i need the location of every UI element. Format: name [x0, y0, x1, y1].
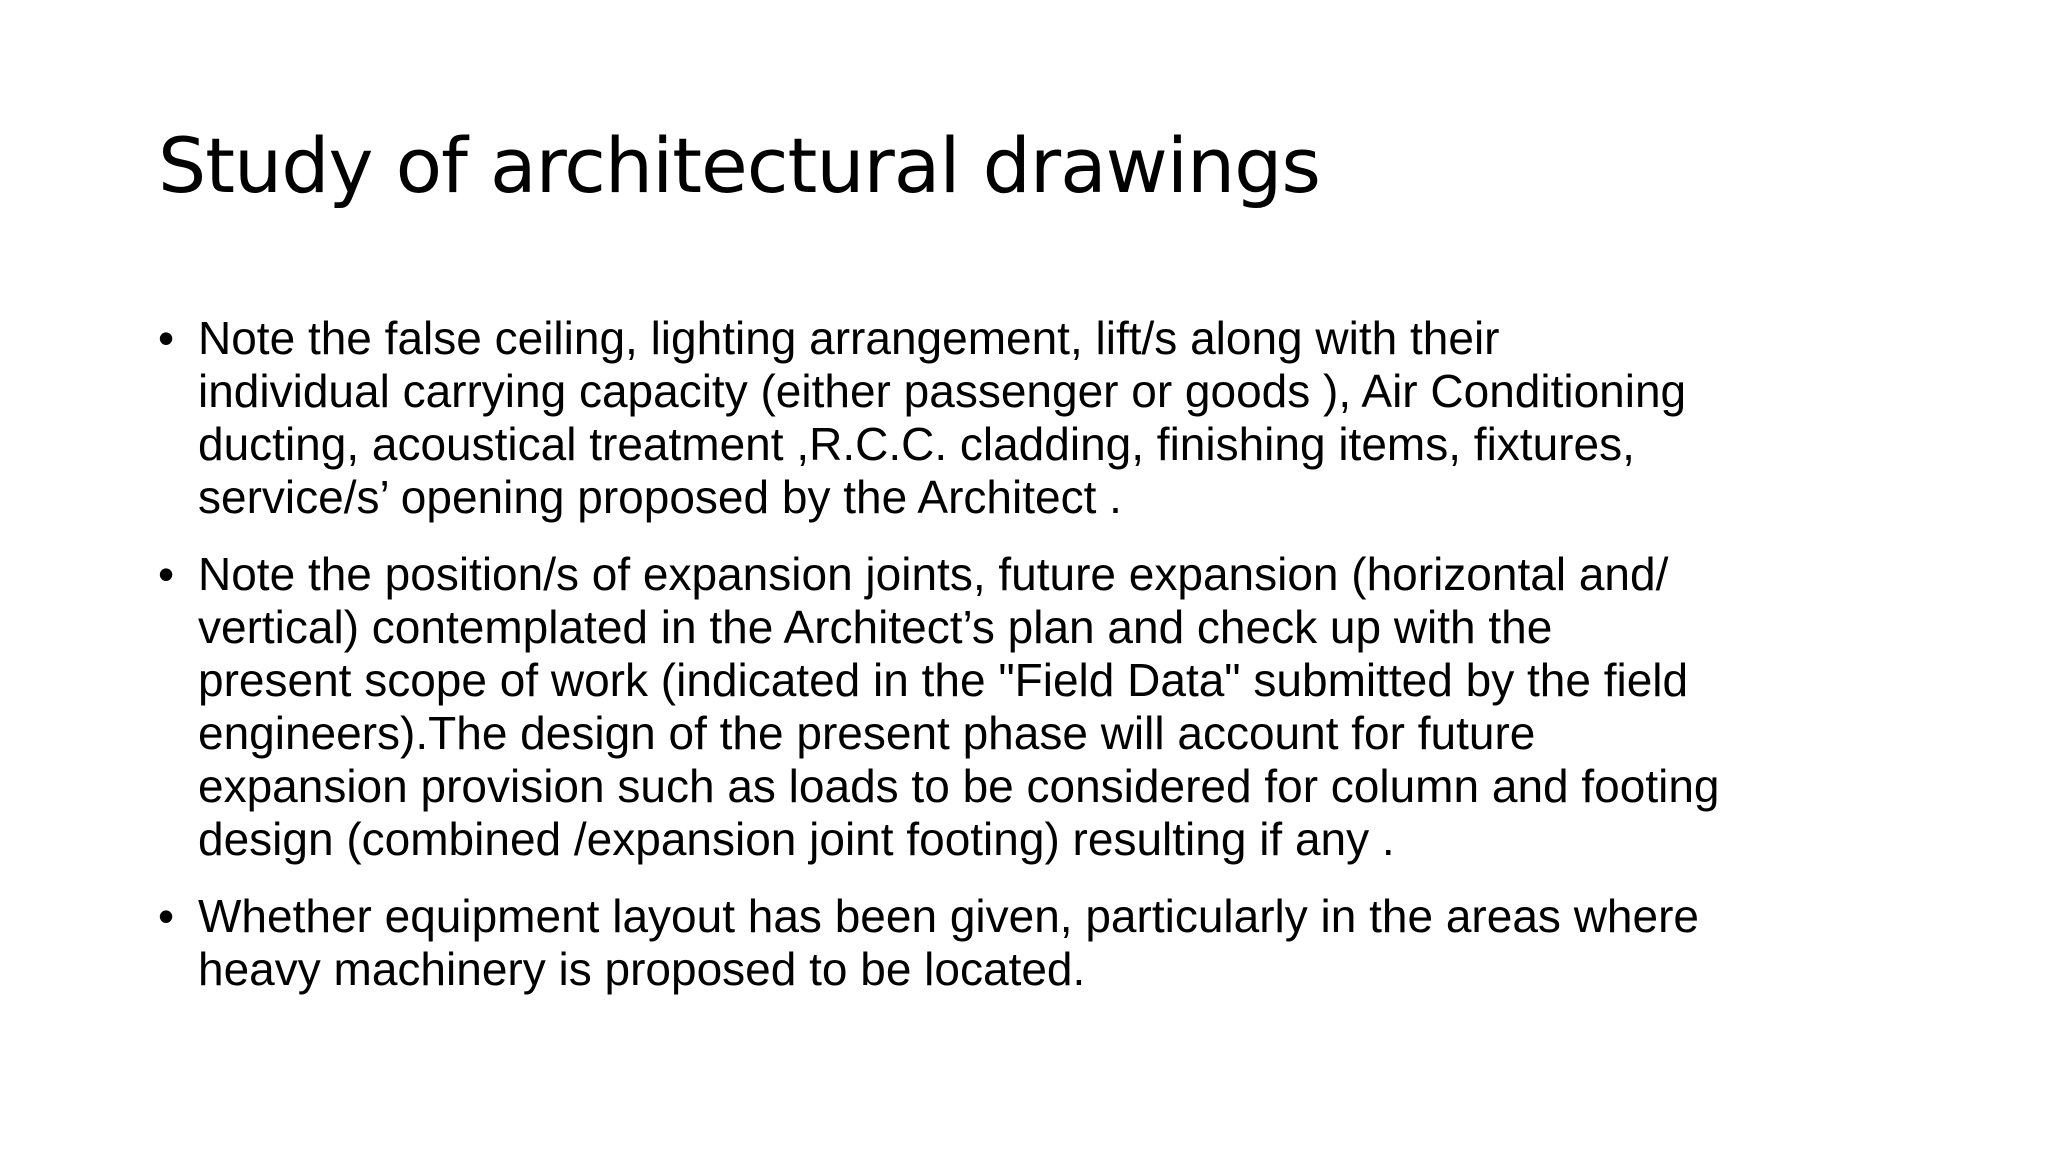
bullet-text-line: Note the false ceiling, lighting arrangement, lift/s along with their	[198, 312, 1500, 364]
bullet-text-line: vertical) contemplated in the Architect’s plan and check up with the	[198, 601, 1553, 653]
bullet-text-line: ducting, acoustical treatment ,R.C.C. cladding, finishing items, fixtures,	[198, 418, 1635, 470]
bullet-text-line: Whether equipment layout has been given, particularly in the areas where	[198, 890, 1699, 942]
bullet-text-line: heavy machinery is proposed to be located.	[198, 943, 1086, 995]
bullet-text-line: engineers).The design of the present phase will account for future	[198, 707, 1536, 759]
bullet-dot-icon: •	[158, 548, 175, 600]
bullet-text-line: individual carrying capacity (either passenger or goods ), Air Conditioning	[198, 365, 1687, 417]
bullet-dot-icon: •	[158, 312, 175, 364]
bullet-item	[158, 548, 1918, 866]
bullet-text-line: expansion provision such as loads to be considered for column and footing	[198, 760, 1720, 812]
bullet-list	[158, 312, 1918, 1020]
bullet-dot-icon: •	[158, 890, 175, 942]
bullet-item	[158, 890, 1918, 996]
bullet-item	[158, 312, 1918, 524]
bullet-text-line: design (combined /expansion joint footing) resulting if any .	[198, 813, 1395, 865]
bullet-text-line: Note the position/s of expansion joints, future expansion (horizontal and/	[198, 548, 1669, 600]
bullet-text-line: present scope of work (indicated in the "Field Data" submitted by the field	[198, 654, 1689, 706]
bullet-text-line: service/s’ opening proposed by the Architect .	[198, 471, 1122, 523]
slide-title: Study of architectural drawings	[158, 121, 1320, 210]
